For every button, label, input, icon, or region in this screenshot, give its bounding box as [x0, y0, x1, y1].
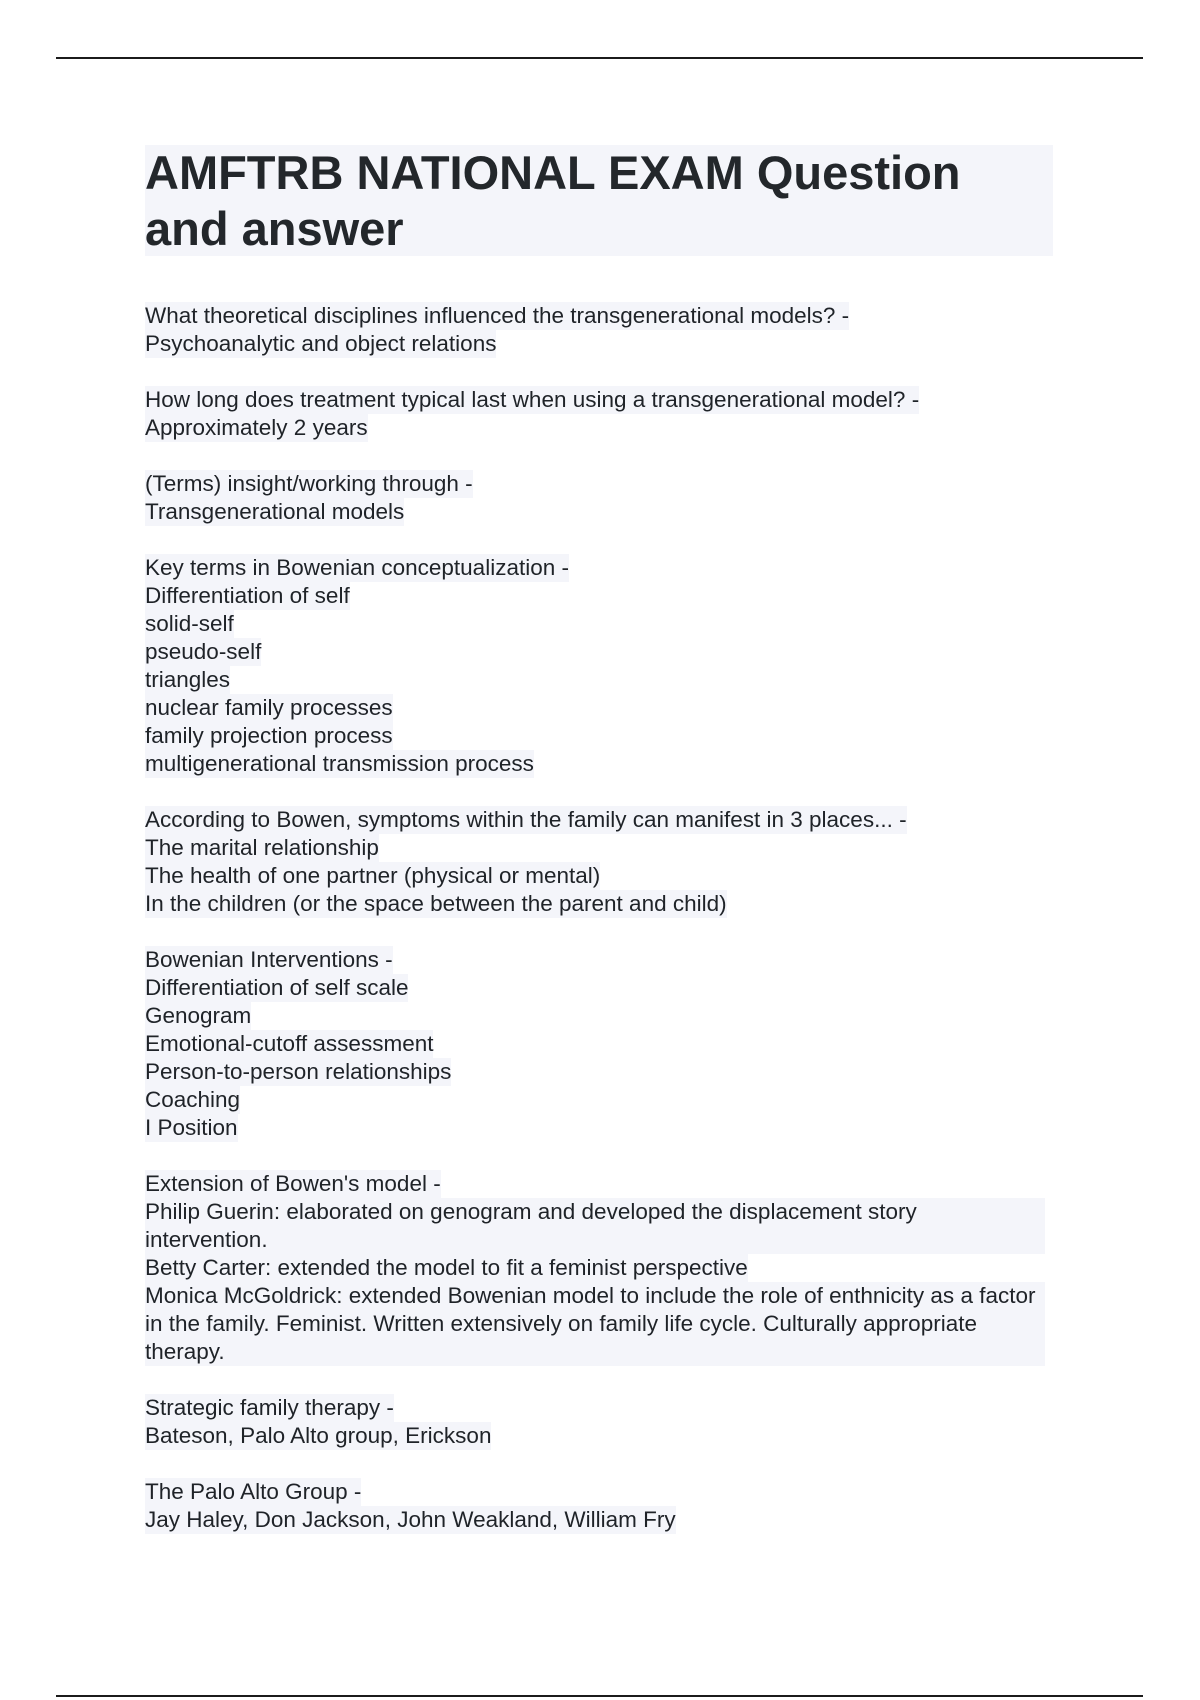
answer-line: Differentiation of self scale	[145, 975, 409, 1000]
answer-line: solid-self	[145, 611, 234, 636]
bottom-rule	[56, 1695, 1143, 1697]
question: Extension of Bowen's model -	[145, 1171, 441, 1196]
question: The Palo Alto Group -	[145, 1479, 362, 1504]
answer-line: Emotional-cutoff assessment	[145, 1031, 434, 1056]
answer-line: The health of one partner (physical or mental)	[145, 863, 601, 888]
question: (Terms) insight/working through -	[145, 471, 473, 496]
qa-item	[145, 946, 1045, 1142]
top-rule	[56, 57, 1143, 59]
qa-item	[145, 1394, 1045, 1450]
qa-item	[145, 386, 1045, 442]
question: How long does treatment typical last when using a transgenerational model? -	[145, 387, 920, 412]
qa-item	[145, 302, 1045, 358]
answer-line: Monica McGoldrick: extended Bowenian model to include the role of enthnicity as a factor in the family. Feminist. Written extensively on family life cycle. Culturally appropriate therapy.	[145, 1282, 1045, 1366]
answer-line: Bateson, Palo Alto group, Erickson	[145, 1423, 492, 1448]
answer-line: multigenerational transmission process	[145, 751, 534, 776]
answer-line: The marital relationship	[145, 835, 379, 860]
qa-item	[145, 470, 1045, 526]
answer-line: Person-to-person relationships	[145, 1059, 452, 1084]
document-title: AMFTRB NATIONAL EXAM Question and answer	[145, 146, 961, 255]
answer-line: family projection process	[145, 723, 393, 748]
qa-item	[145, 1478, 1045, 1534]
answer-line: Differentiation of self	[145, 583, 350, 608]
qa-list	[145, 302, 1045, 1562]
question: According to Bowen, symptoms within the family can manifest in 3 places... -	[145, 807, 907, 832]
answer-line: I Position	[145, 1115, 238, 1140]
question: Bowenian Interventions -	[145, 947, 393, 972]
answer-line: Philip Guerin: elaborated on genogram and developed the displacement story intervention.	[145, 1198, 1045, 1254]
answer-line: Coaching	[145, 1087, 241, 1112]
answer-line: Approximately 2 years	[145, 415, 368, 440]
question: Key terms in Bowenian conceptualization -	[145, 555, 569, 580]
question: What theoretical disciplines influenced the transgenerational models? -	[145, 303, 850, 328]
answer-line: Psychoanalytic and object relations	[145, 331, 497, 356]
answer-line: triangles	[145, 667, 231, 692]
answer-line: In the children (or the space between the parent and child)	[145, 891, 727, 916]
qa-item	[145, 1170, 1045, 1366]
question: Strategic family therapy -	[145, 1395, 394, 1420]
answer-line: Transgenerational models	[145, 499, 405, 524]
answer-line: Jay Haley, Don Jackson, John Weakland, William Fry	[145, 1507, 676, 1532]
answer-line: Betty Carter: extended the model to fit a feminist perspective	[145, 1255, 748, 1280]
qa-item	[145, 554, 1045, 778]
answer-line: nuclear family processes	[145, 695, 393, 720]
answer-line: pseudo-self	[145, 639, 262, 664]
answer-line: Genogram	[145, 1003, 252, 1028]
qa-item	[145, 806, 1045, 918]
